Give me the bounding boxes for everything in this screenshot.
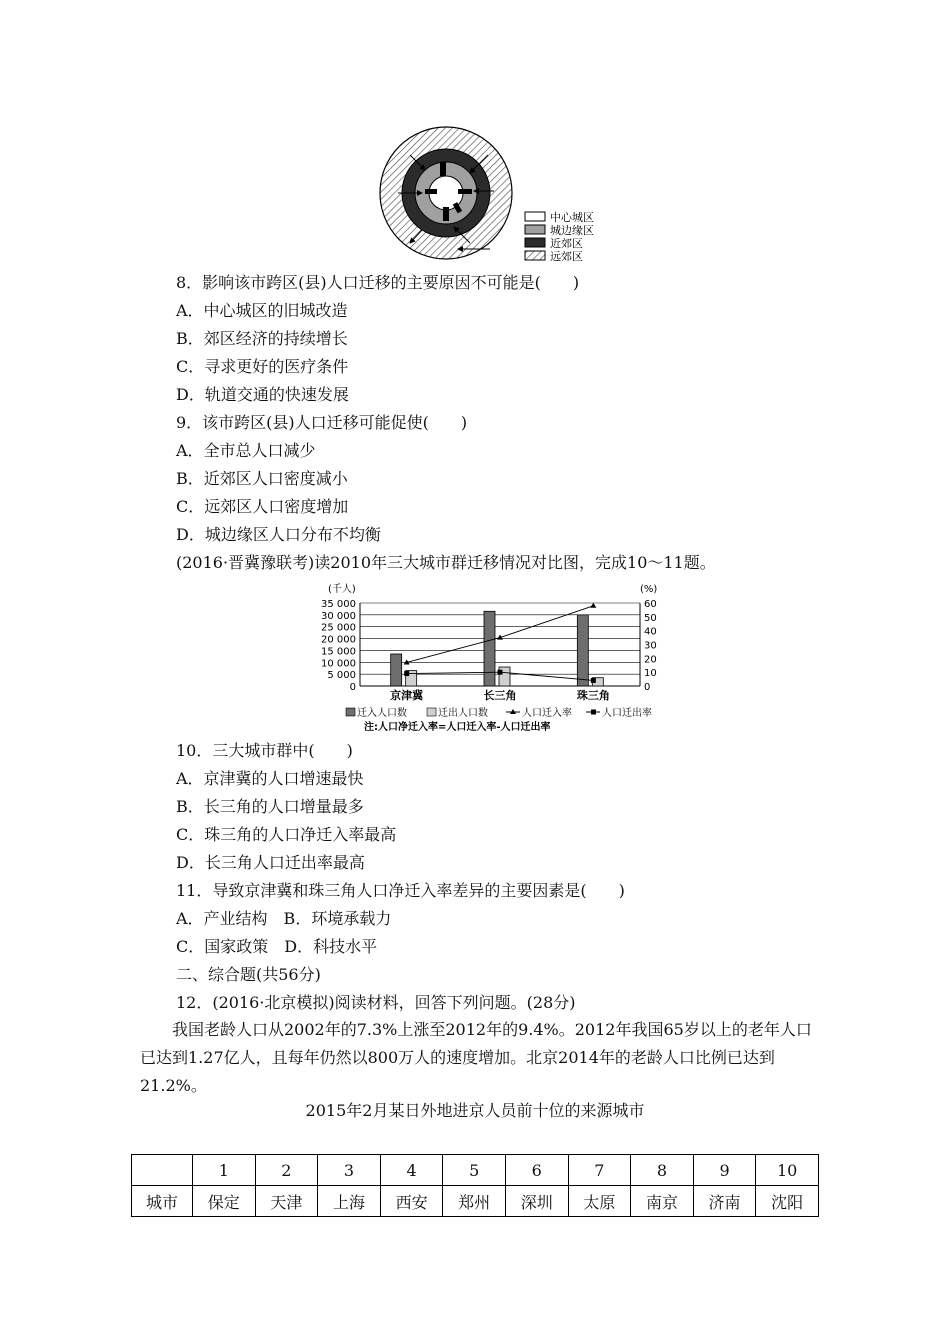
q9-stem: 9．该市跨区(县)人口迁移可能促使( ) xyxy=(176,413,468,432)
q12-material: 我国老龄人口从2002年的7.3%上涨至2012年的9.4%。2012年我国65岁以上的老年人口已达到1.27亿人，且每年仍然以800万人的速度增加。北京2014年的老龄人口比例已达到21.2%。 xyxy=(140,1020,812,1095)
legend-swatch-out xyxy=(427,708,436,716)
header-cell: 1 xyxy=(193,1155,256,1186)
left-tick-label: 10 000 xyxy=(321,658,356,670)
legend-label-out-rate: 人口迁出率 xyxy=(602,708,652,719)
point-out-rate xyxy=(498,670,503,675)
left-axis-unit: (千人) xyxy=(328,584,356,595)
right-axis-unit: (%) xyxy=(640,584,658,595)
header-cell: 4 xyxy=(380,1155,443,1186)
header-cell: 3 xyxy=(318,1155,381,1186)
source-city-table xyxy=(131,1154,819,1217)
header-cell: 7 xyxy=(568,1155,631,1186)
header-cell: 2 xyxy=(255,1155,318,1186)
point-out-rate xyxy=(591,678,596,683)
left-tick-label: 0 xyxy=(349,682,356,693)
diagram-legend xyxy=(525,210,594,263)
q9-option-d: D．城边缘区人口分布不均衡 xyxy=(176,525,381,544)
q10-option-a: A．京津冀的人口增速最快 xyxy=(176,769,364,788)
chart-note: 注:人口净迁入率=人口迁入率-人口迁出率 xyxy=(364,722,551,733)
city-cell: 上海 xyxy=(318,1186,381,1217)
point-in-rate xyxy=(590,603,596,608)
right-tick-label: 0 xyxy=(644,682,651,693)
city-cell: 保定 xyxy=(193,1186,256,1217)
intro-10-11: (2016·晋冀豫联考)读2010年三大城市群迁移情况对比图，完成10～11题。 xyxy=(176,553,716,572)
q9-option-b: B．近郊区人口密度减小 xyxy=(176,469,348,488)
legend-swatch-in xyxy=(346,708,355,716)
header-cell: 6 xyxy=(505,1155,568,1186)
legend-center: 中心城区 xyxy=(550,211,594,224)
q10-option-c: C．珠三角的人口净迁入率最高 xyxy=(176,825,397,844)
left-tick-label: 5 000 xyxy=(327,670,356,682)
city-cell: 天津 xyxy=(255,1186,318,1217)
left-tick-label: 20 000 xyxy=(321,634,356,646)
right-tick-label: 30 xyxy=(644,640,657,652)
table-title: 2015年2月某日外地进京人员前十位的来源城市 xyxy=(305,1101,645,1120)
q8-option-c: C．寻求更好的医疗条件 xyxy=(176,357,349,376)
city-cell: 郑州 xyxy=(443,1186,506,1217)
q10-stem: 10．三大城市群中( ) xyxy=(176,741,353,760)
q11-stem: 11．导致京津冀和珠三角人口净迁入率差异的主要因素是( ) xyxy=(176,881,625,900)
migration-chart xyxy=(310,578,680,738)
city-cell: 太原 xyxy=(568,1186,631,1217)
city-cell: 西安 xyxy=(380,1186,443,1217)
q10-option-b: B．长三角的人口增量最多 xyxy=(176,797,364,816)
q10-option-d: D．长三角人口迁出率最高 xyxy=(176,853,365,872)
legend-label-in-rate: 人口迁入率 xyxy=(522,708,572,719)
bar-in xyxy=(484,611,495,686)
header-cell: 9 xyxy=(693,1155,756,1186)
q9-option-c: C．远郊区人口密度增加 xyxy=(176,497,349,516)
right-tick-label: 10 xyxy=(644,668,657,680)
series-line-in-rate xyxy=(407,606,594,663)
city-cell: 济南 xyxy=(693,1186,756,1217)
city-cell: 深圳 xyxy=(505,1186,568,1217)
legend-label-in: 迁入人口数 xyxy=(357,708,407,719)
q9-option-a: A．全市总人口减少 xyxy=(176,441,316,460)
q8-option-d: D．轨道交通的快速发展 xyxy=(176,385,349,404)
legend-far: 远郊区 xyxy=(550,250,583,263)
x-tick-label: 京津冀 xyxy=(390,689,424,702)
right-tick-label: 50 xyxy=(644,612,657,624)
row-label: 城市 xyxy=(132,1186,193,1217)
q8-stem: 8．影响该市跨区(县)人口迁移的主要原因不可能是( ) xyxy=(176,273,580,292)
left-tick-label: 25 000 xyxy=(321,622,356,634)
bar-in xyxy=(391,654,402,686)
table-row xyxy=(132,1186,819,1217)
right-tick-label: 40 xyxy=(644,626,657,638)
city-cell: 沈阳 xyxy=(756,1186,819,1217)
point-out-rate xyxy=(404,671,409,676)
x-tick-label: 长三角 xyxy=(483,689,517,702)
header-cell: 8 xyxy=(631,1155,694,1186)
q11-options-2: C．国家政策 D．科技水平 xyxy=(176,937,378,956)
section-2-heading: 二、综合题(共56分) xyxy=(176,965,321,984)
legend-marker-out xyxy=(591,710,596,715)
migration-ring-diagram xyxy=(370,125,620,265)
right-tick-label: 60 xyxy=(644,599,657,610)
city-cell: 南京 xyxy=(631,1186,694,1217)
left-tick-label: 30 000 xyxy=(321,610,356,622)
legend-edge: 城边缘区 xyxy=(550,224,594,237)
q8-option-a: A．中心城区的旧城改造 xyxy=(176,301,348,320)
left-tick-label: 35 000 xyxy=(321,599,356,610)
q12-stem: 12．(2016·北京模拟)阅读材料，回答下列问题。(28分) xyxy=(176,993,576,1012)
right-tick-label: 20 xyxy=(644,654,657,666)
table-header-row xyxy=(132,1155,819,1186)
left-tick-label: 15 000 xyxy=(321,646,356,658)
q11-options-1: A．产业结构 B．环境承载力 xyxy=(176,909,392,928)
header-cell: 5 xyxy=(443,1155,506,1186)
header-cell xyxy=(132,1155,193,1186)
header-cell: 10 xyxy=(756,1155,819,1186)
q8-option-b: B．郊区经济的持续增长 xyxy=(176,329,348,348)
x-tick-label: 珠三角 xyxy=(576,689,610,702)
bar-in xyxy=(577,615,588,686)
legend-near: 近郊区 xyxy=(550,237,583,250)
legend-label-out: 迁出人口数 xyxy=(438,708,488,719)
